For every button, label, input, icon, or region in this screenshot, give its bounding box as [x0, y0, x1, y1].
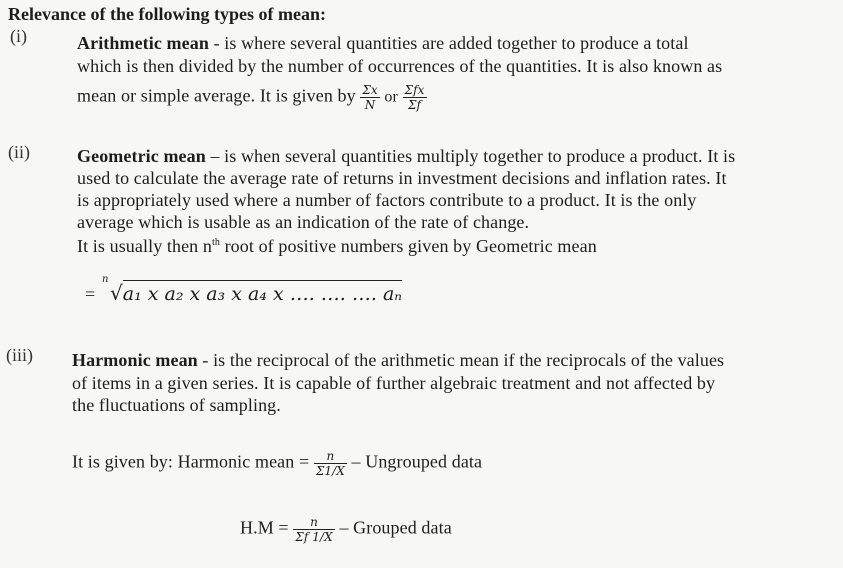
- geometric-mean-text-5a: It is usually then n: [77, 236, 212, 256]
- formula-a-numerator: Σx: [362, 83, 378, 97]
- item-number-i: (i): [10, 26, 27, 46]
- harmonic-mean-line-3: the fluctuations of sampling.: [72, 395, 281, 415]
- arithmetic-mean-line-2: which is then divided by the number of occurrences of the quantities. It is also known as: [77, 56, 723, 76]
- harmonic-grouped-formula: [240, 516, 452, 543]
- geometric-mean-text-1: – is when several quantities multiply together to produce a product. It is: [205, 146, 736, 166]
- geometric-mean-line-3: is appropriately used where a number of factors contribute to a product. It is the only: [77, 190, 697, 210]
- ungrouped-denominator: Σ1/X: [315, 464, 345, 478]
- root-index: n: [102, 274, 109, 285]
- geometric-mean-line-5: [77, 236, 597, 257]
- section-heading: Relevance of the following types of mean:: [8, 4, 326, 24]
- ungrouped-suffix: – Ungrouped data: [351, 451, 483, 472]
- grouped-suffix: – Grouped data: [339, 517, 452, 538]
- ungrouped-fraction: [314, 450, 347, 477]
- geometric-mean-line-2: used to calculate the average rate of returns in investment decisions and inflation rates. It: [77, 168, 727, 188]
- grouped-numerator: n: [310, 515, 318, 529]
- grouped-fraction: [293, 516, 335, 543]
- ungrouped-prefix: It is given by: Harmonic mean =: [72, 451, 310, 472]
- radicand: a₁ x a₂ x a₃ x a₄ x …. …. …. aₙ: [123, 280, 402, 305]
- harmonic-mean-text-1: - is the reciprocal of the arithmetic mean if the reciprocals of the values: [197, 350, 725, 370]
- formula-a-denominator: N: [364, 98, 376, 112]
- formula-sum-fx-over-sum-f: [403, 84, 427, 111]
- geometric-mean-formula-equals: =: [85, 284, 96, 304]
- grouped-prefix: H.M =: [240, 517, 289, 538]
- geometric-mean-line-1: [77, 146, 735, 167]
- harmonic-mean-line-2: of items in a given series. It is capable of further algebraic treatment and not affected by: [72, 373, 716, 393]
- geometric-mean-term: Geometric mean: [77, 146, 206, 166]
- harmonic-mean-line-1: [72, 350, 724, 371]
- ungrouped-numerator: n: [326, 449, 335, 463]
- arithmetic-mean-term: Arithmetic mean: [77, 33, 209, 53]
- geometric-mean-line-4: average which is usable as an indication of the rate of change.: [77, 212, 530, 232]
- formula-b-numerator: Σfx: [404, 83, 425, 97]
- harmonic-mean-term: Harmonic mean: [72, 350, 198, 370]
- grouped-denominator: Σf 1/X: [295, 530, 333, 544]
- formula-or: or: [384, 88, 398, 106]
- radical-icon: √: [110, 281, 123, 305]
- arithmetic-mean-text-3: mean or simple average. It is given by: [77, 85, 356, 106]
- item-number-iii: (iii): [6, 345, 33, 365]
- arithmetic-mean-line-3: [77, 84, 427, 111]
- geometric-mean-formula: [102, 274, 402, 305]
- formula-b-denominator: Σf: [407, 98, 422, 112]
- arithmetic-mean-text-1: - is where several quantities are added together to produce a total: [208, 33, 689, 53]
- harmonic-ungrouped-formula: [72, 450, 482, 477]
- arithmetic-mean-line-1: [77, 33, 689, 54]
- geometric-mean-text-5b: root of positive numbers given by Geometric mean: [219, 236, 597, 256]
- item-number-ii: (ii): [8, 142, 30, 162]
- superscript-th: th: [212, 237, 220, 248]
- formula-sum-x-over-n: [360, 84, 379, 111]
